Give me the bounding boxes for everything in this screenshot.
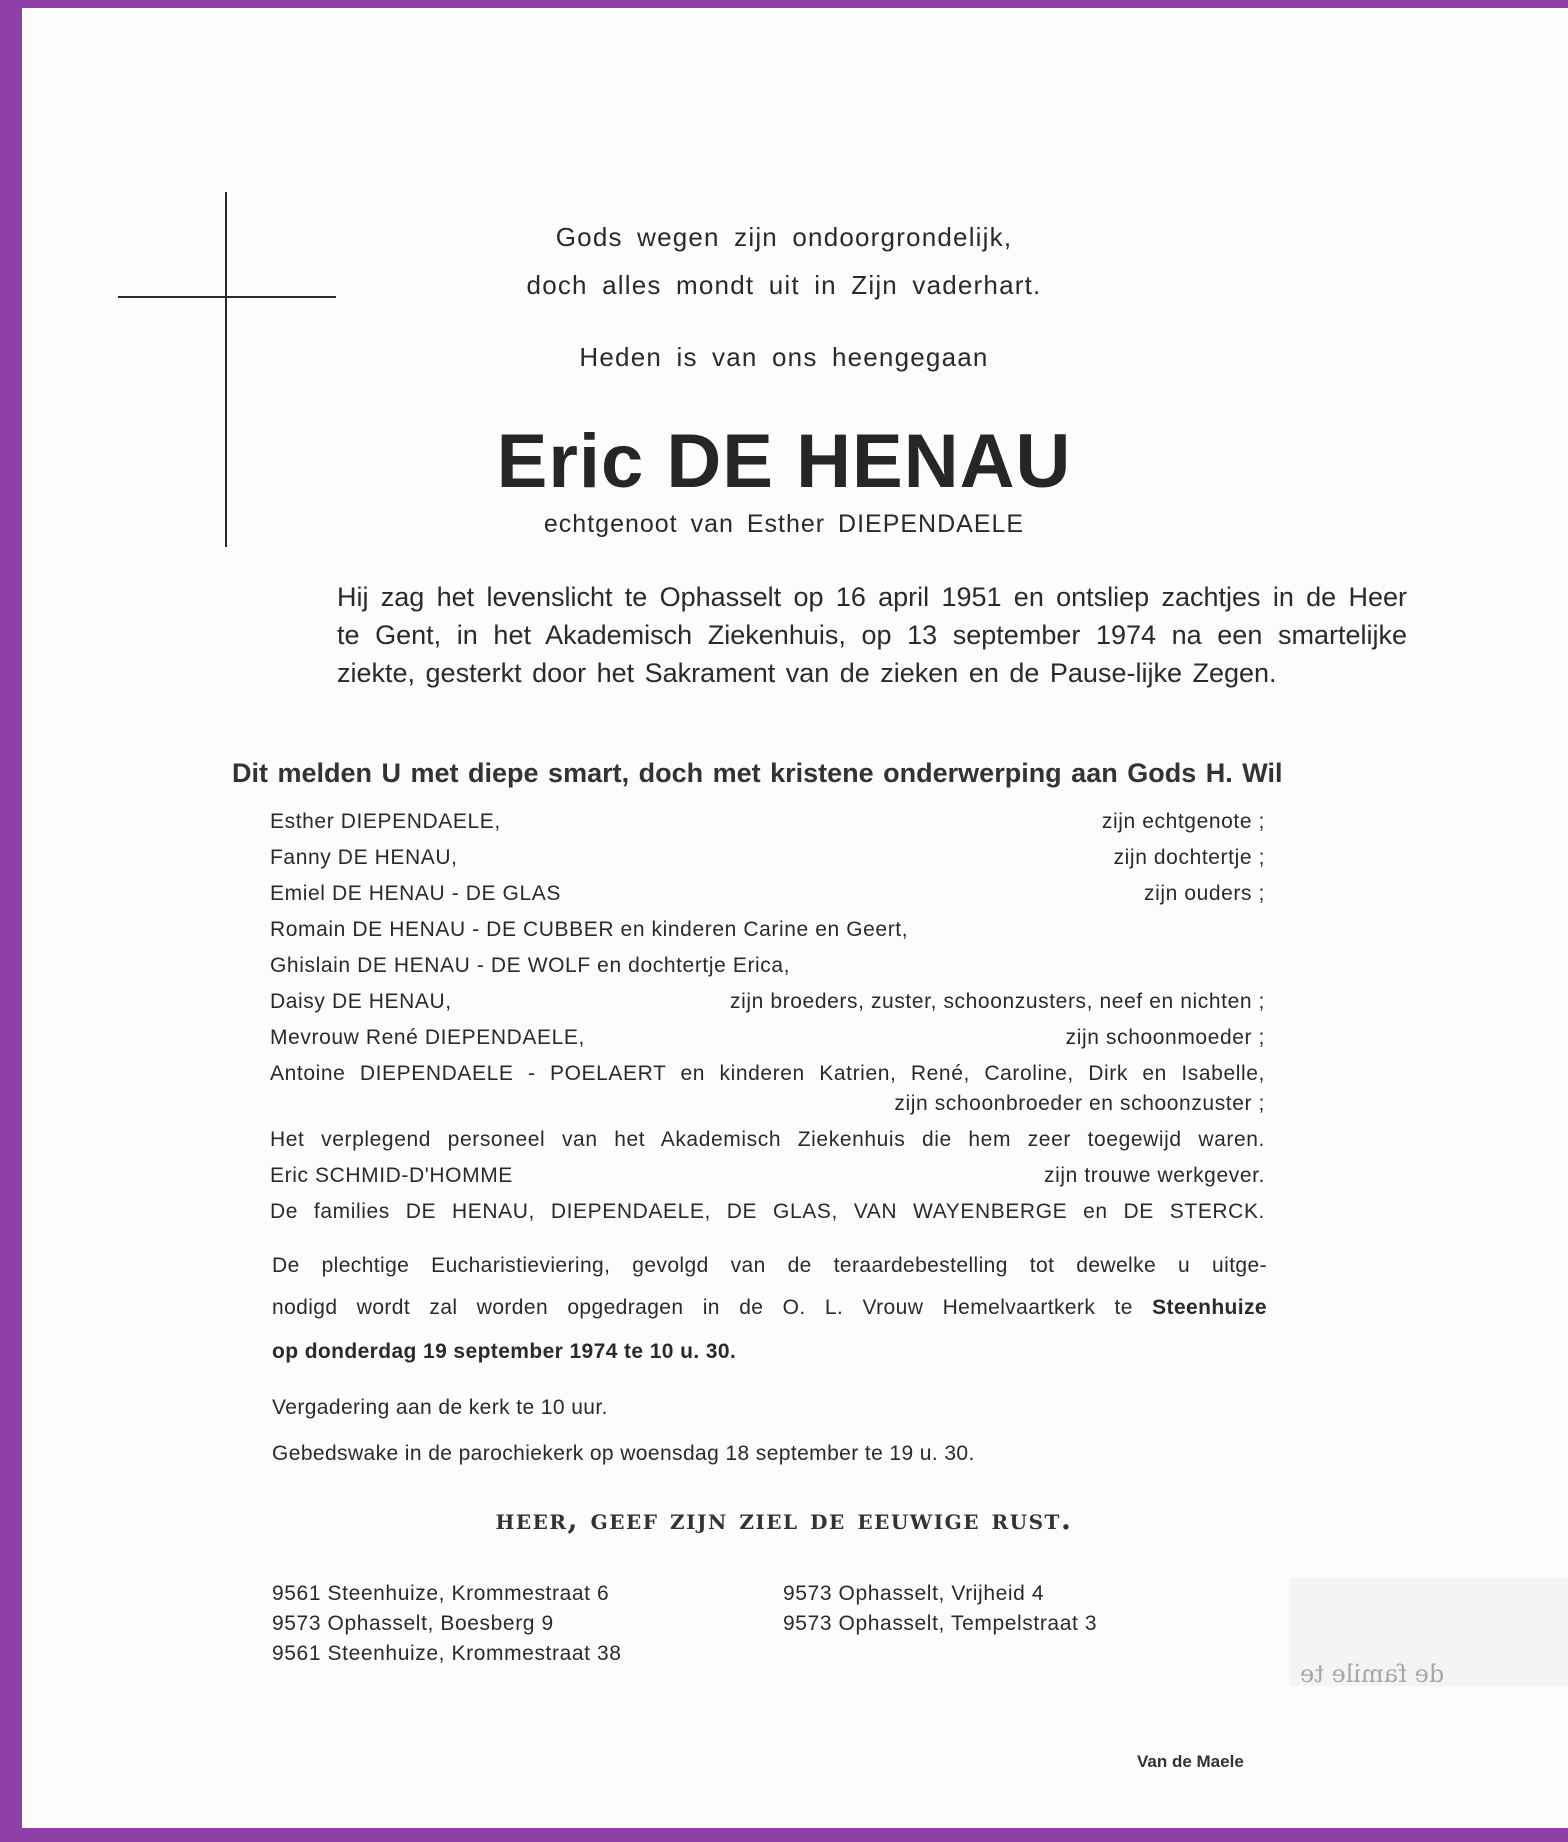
mourner-relation: zijn dochtertje ; — [1113, 846, 1265, 869]
bleed-through-text: de famile te — [1300, 1660, 1445, 1688]
gathering-line: Vergadering aan de kerk te 10 uur. — [272, 1396, 608, 1419]
spouse-line: echtgenoot van Esther DIEPENDAELE — [543, 510, 1025, 538]
address-line: 9573 Ophasselt, Boesberg 9 — [272, 1612, 554, 1635]
address-line: 9573 Ophasselt, Vrijheid 4 — [783, 1582, 1045, 1605]
mourner-name: Antoine DIEPENDAELE - POELAERT en kinderen Katrien, René, Caroline, Dirk en Isabelle, — [270, 1062, 1265, 1085]
service-line-2 — [272, 1296, 1267, 1320]
mourner-relation: zijn broeders, zuster, schoonzusters, neef en nichten ; — [730, 990, 1265, 1013]
verse-line-2: doch alles mondt uit in Zijn vaderhart. — [526, 270, 1042, 300]
service-line-1: De plechtige Eucharistieviering, gevolgd van de teraardebestelling tot dewelke u uitge- — [272, 1254, 1267, 1277]
deceased-name: Eric DE HENAU — [496, 419, 1072, 504]
mourner-relation: zijn trouwe werkgever. — [1044, 1164, 1265, 1187]
address-line: 9561 Steenhuize, Krommestraat 38 — [272, 1642, 622, 1665]
mourner-relation: zijn ouders ; — [1143, 882, 1265, 905]
mourner-name: Romain DE HENAU - DE CUBBER en kinderen Carine en Geert, — [270, 918, 909, 941]
verse-line-1: Gods wegen zijn ondoorgrondelijk, — [555, 222, 1013, 252]
service-date: op donderdag 19 september 1974 te 10 u. 30. — [272, 1340, 737, 1363]
mourner-relation: zijn echtgenote ; — [1101, 810, 1265, 833]
mourner-name: Mevrouw René DIEPENDAELE, — [270, 1026, 585, 1049]
mourner-name: Het verplegend personeel van het Akademisch Ziekenhuis die hem zeer toegewijd waren. — [270, 1128, 1265, 1151]
address-line: 9561 Steenhuize, Krommestraat 6 — [272, 1582, 610, 1605]
mourner-name: Eric SCHMID-D'HOMME — [270, 1164, 513, 1187]
printer-name: Van de Maele — [1137, 1752, 1244, 1771]
service-church-town: Steenhuize — [1152, 1296, 1267, 1319]
mourner-name: Emiel DE HENAU - DE GLAS — [270, 882, 561, 905]
mourner-name: Fanny DE HENAU, — [270, 846, 458, 869]
mourner-name: Daisy DE HENAU, — [270, 990, 452, 1013]
mourner-relation: zijn schoonbroeder en schoonzuster ; — [894, 1092, 1265, 1115]
address-line: 9573 Ophasselt, Tempelstraat 3 — [783, 1612, 1098, 1635]
service-line-2-text: nodigd wordt zal worden opgedragen in de O. L. Vrouw Hemelvaartkerk te — [272, 1296, 1153, 1319]
mourner-name: Esther DIEPENDAELE, — [270, 810, 501, 833]
mourner-name: De families DE HENAU, DIEPENDAELE, DE GLAS, VAN WAYENBERGE en DE STERCK. — [270, 1200, 1265, 1223]
mourner-relation: zijn schoonmoeder ; — [1065, 1026, 1265, 1049]
announcement-line: Dit melden U met diepe smart, doch met kristene onderwerping aan Gods H. Wil — [232, 758, 1283, 788]
vigil-line: Gebedswake in de parochiekerk op woensdag 18 september te 19 u. 30. — [272, 1442, 975, 1465]
closing-prayer: heer, geef zijn ziel de eeuwige rust. — [495, 1502, 1073, 1536]
biography-paragraph: Hij zag het levenslicht te Ophasselt op 16 april 1951 en ontsliep zachtjes in de Heer te Gent, in het Akademisch Ziekenhuis, op 13 september 1974 na een smartelijke ziekte, gesterkt door het Sakrament van de zieken en de Pause-lijke Zegen. — [337, 582, 1407, 688]
mourner-name: Ghislain DE HENAU - DE WOLF en dochtertje Erica, — [270, 954, 791, 977]
passed-away-line: Heden is van ons heengegaan — [579, 342, 989, 372]
